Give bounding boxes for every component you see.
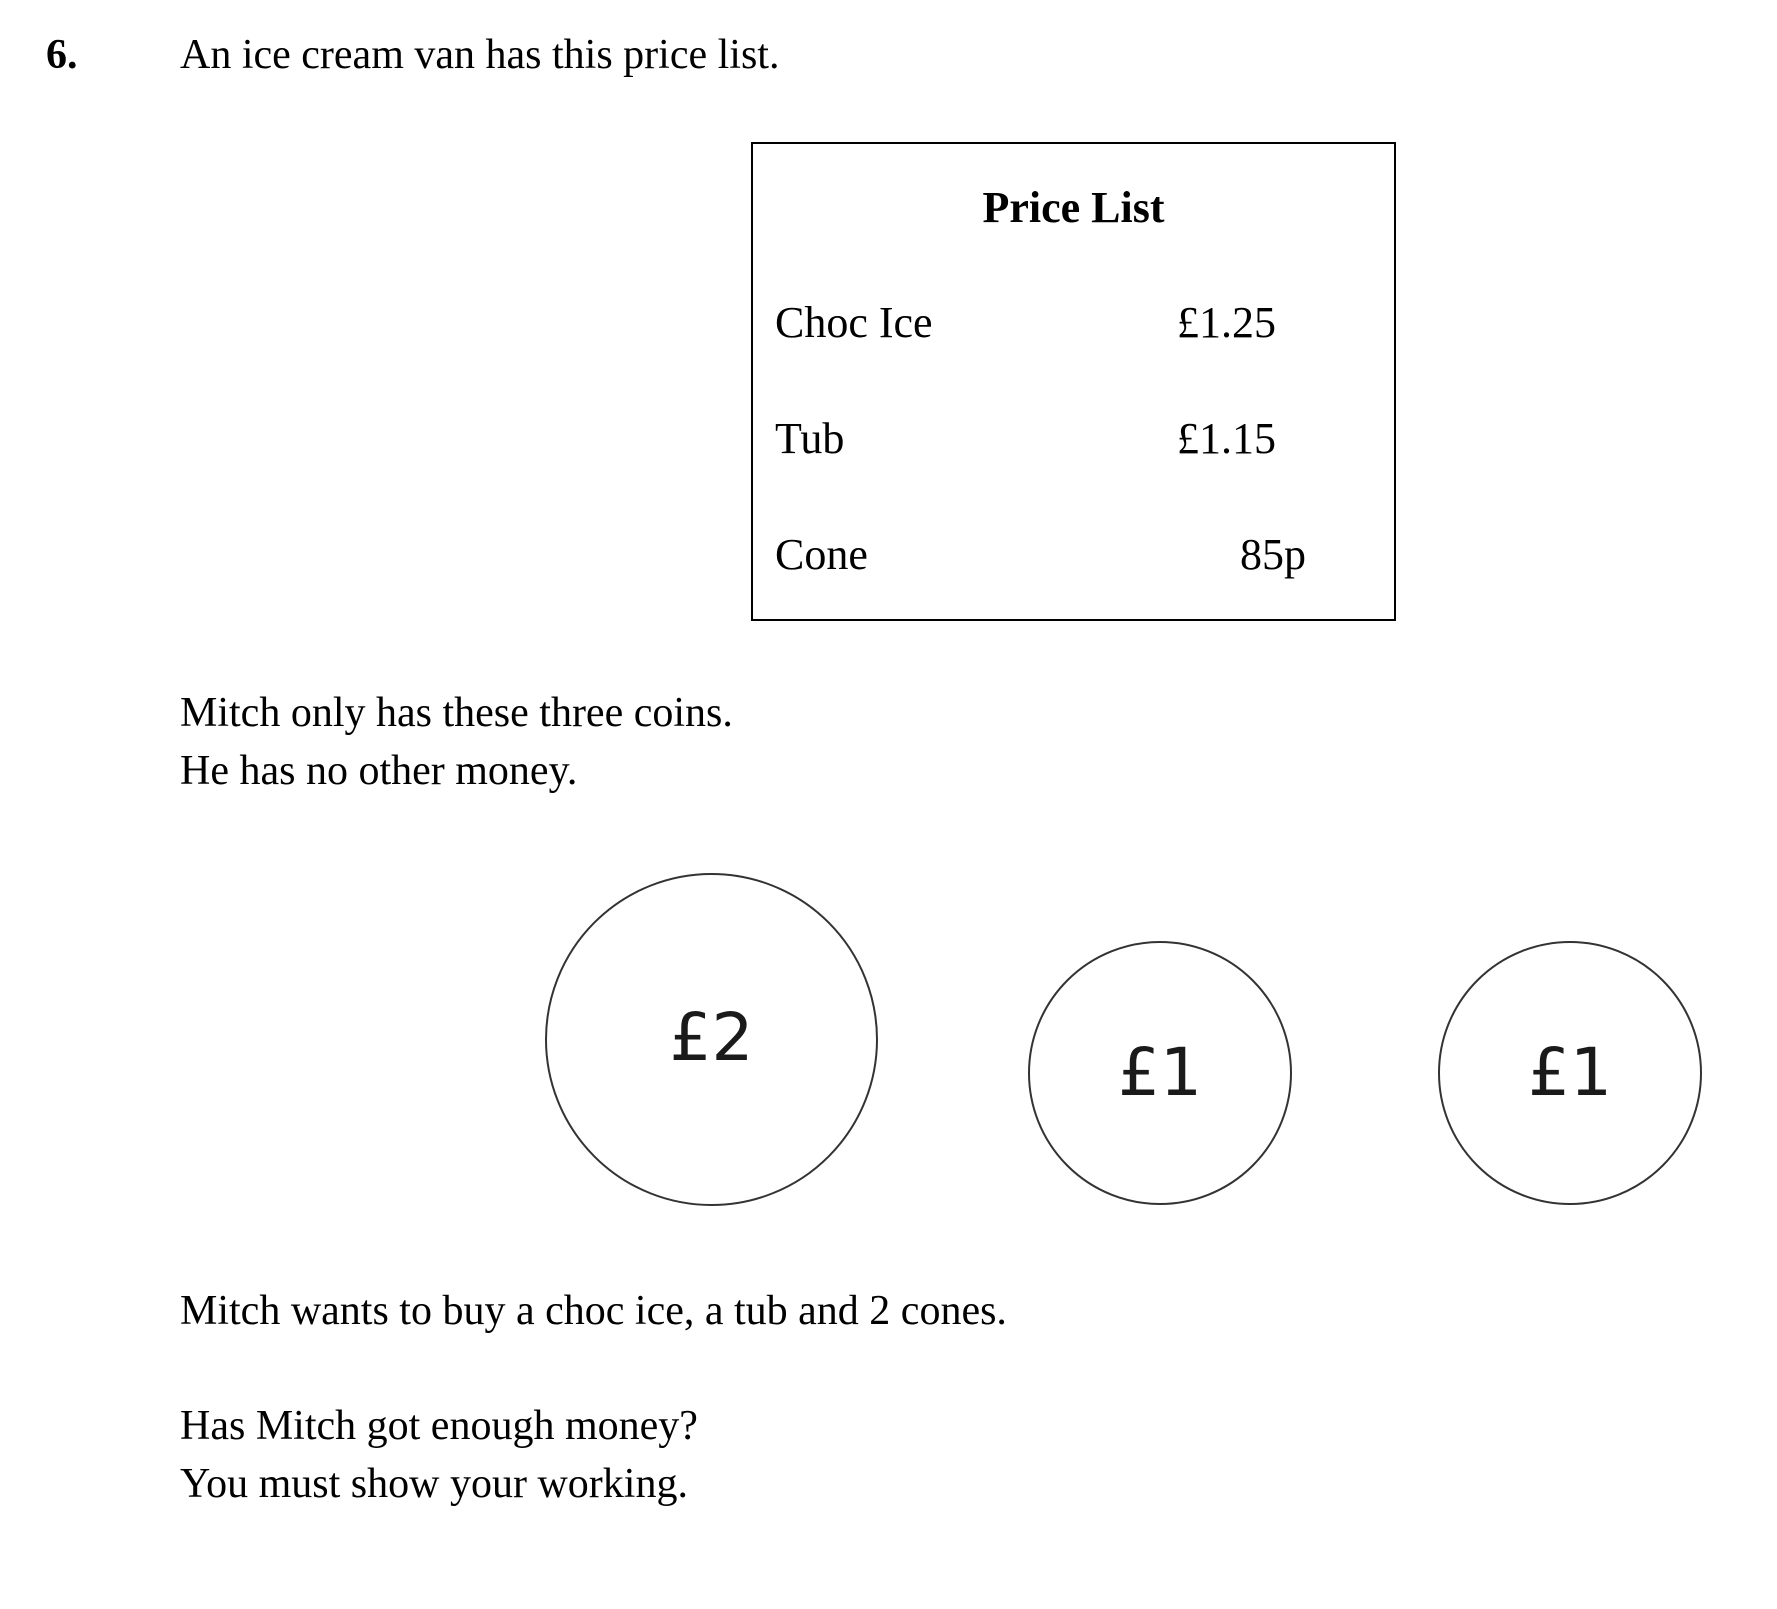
price-item-price: £1.25 — [1177, 298, 1276, 347]
price-item-price: 85p — [1240, 530, 1306, 579]
question-intro: An ice cream van has this price list. — [180, 32, 780, 78]
price-list-title: Price List — [982, 183, 1165, 232]
coin-label: £2 — [669, 998, 754, 1076]
task-line3: You must show your working. — [180, 1461, 688, 1507]
task-line2: Has Mitch got enough money? — [180, 1403, 698, 1449]
task-line1: Mitch wants to buy a choc ice, a tub and 2 cones. — [180, 1288, 1007, 1334]
coins-text-line2: He has no other money. — [180, 748, 578, 794]
coins-text-line1: Mitch only has these three coins. — [180, 690, 733, 736]
price-item-name: Cone — [775, 530, 868, 579]
coin-two-pound — [545, 873, 878, 1206]
price-list-box — [751, 142, 1396, 621]
price-item-name: Tub — [775, 414, 845, 463]
question-number: 6. — [46, 32, 78, 78]
price-item-name: Choc Ice — [775, 298, 933, 347]
coin-label: £1 — [1528, 1034, 1612, 1111]
coin-one-pound — [1028, 941, 1292, 1205]
coin-label: £1 — [1118, 1034, 1202, 1111]
coin-one-pound — [1438, 941, 1702, 1205]
price-item-price: £1.15 — [1177, 414, 1276, 463]
